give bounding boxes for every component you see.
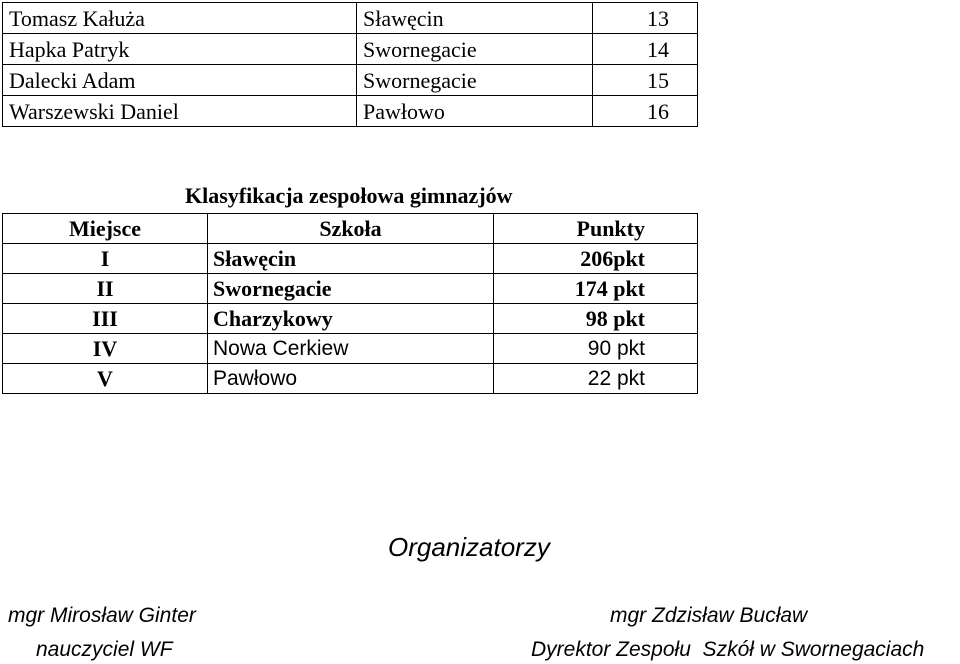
participant-name: Dalecki Adam xyxy=(3,65,357,96)
right-signature-name: mgr Zdzisław Bucław xyxy=(610,604,808,627)
table-row xyxy=(3,96,698,127)
left-signature-role: nauczyciel WF xyxy=(36,638,173,661)
table-row xyxy=(3,65,698,96)
team-place: IV xyxy=(3,334,208,364)
participant-town: Swornegacie xyxy=(357,65,593,96)
participant-name: Tomasz Kałuża xyxy=(3,3,357,34)
header-place: Miejsce xyxy=(3,214,208,244)
participant-place: 13 xyxy=(593,3,698,34)
participant-town: Sławęcin xyxy=(357,3,593,34)
table-row xyxy=(3,364,698,394)
participant-place: 14 xyxy=(593,34,698,65)
table-row xyxy=(3,274,698,304)
classification-table xyxy=(2,213,698,394)
participant-name: Warszewski Daniel xyxy=(3,96,357,127)
participant-place: 16 xyxy=(593,96,698,127)
header-points: Punkty xyxy=(494,214,698,244)
table-header-row xyxy=(3,214,698,244)
organizers-heading: Organizatorzy xyxy=(388,532,550,562)
team-school: Swornegacie xyxy=(208,274,494,304)
participant-place: 15 xyxy=(593,65,698,96)
team-school: Sławęcin xyxy=(208,244,494,274)
team-place: V xyxy=(3,364,208,394)
team-points: 174 pkt xyxy=(494,274,698,304)
team-place: II xyxy=(3,274,208,304)
table-row xyxy=(3,244,698,274)
classification-title: Klasyfikacja zespołowa gimnazjów xyxy=(185,183,513,208)
participant-name: Hapka Patryk xyxy=(3,34,357,65)
team-school: Nowa Cerkiew xyxy=(208,334,494,364)
team-points: 90 pkt xyxy=(494,334,698,364)
right-signature-role: Dyrektor Zespołu Szkół w Swornegaciach xyxy=(531,638,925,661)
header-school: Szkoła xyxy=(208,214,494,244)
team-school: Charzykowy xyxy=(208,304,494,334)
table-row xyxy=(3,334,698,364)
table-row xyxy=(3,304,698,334)
team-school: Pawłowo xyxy=(208,364,494,394)
table-row xyxy=(3,34,698,65)
results-table xyxy=(2,2,698,127)
team-place: I xyxy=(3,244,208,274)
participant-town: Swornegacie xyxy=(357,34,593,65)
team-points: 22 pkt xyxy=(494,364,698,394)
left-signature-name: mgr Mirosław Ginter xyxy=(8,604,196,627)
participant-town: Pawłowo xyxy=(357,96,593,127)
table-row xyxy=(3,3,698,34)
team-place: III xyxy=(3,304,208,334)
team-points: 206pkt xyxy=(494,244,698,274)
team-points: 98 pkt xyxy=(494,304,698,334)
